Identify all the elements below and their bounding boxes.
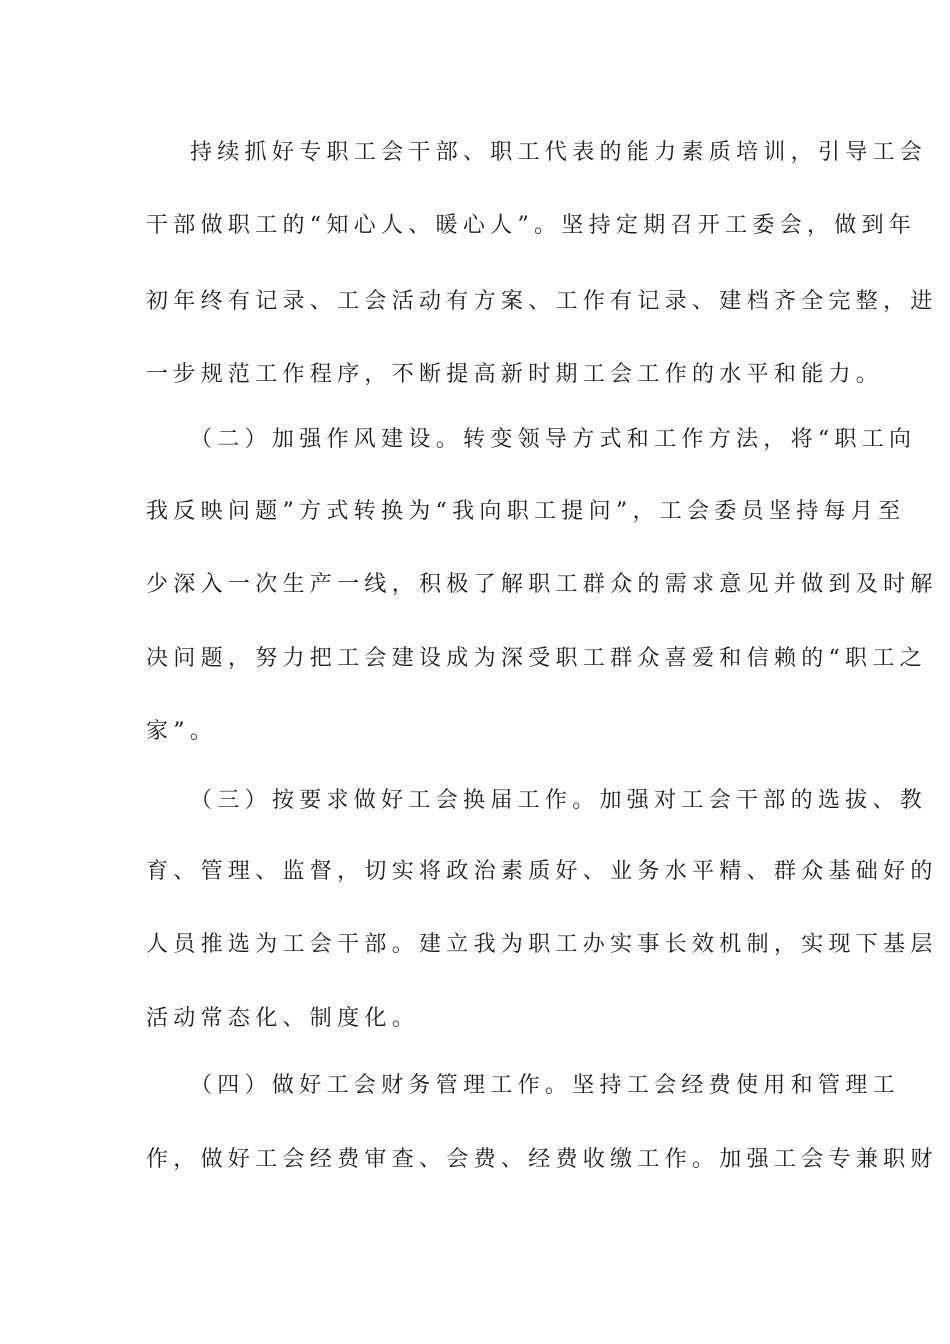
paragraph-line: 少深入一次生产一线，积极了解职工群众的需求意见并做到及时解 (146, 572, 938, 597)
section-heading-line: （三）按要求做好工会换届工作。加强对工会干部的选拔、教 (190, 788, 928, 813)
paragraph-line: 我反映问题”方式转换为“我向职工提问”，工会委员坚持每月至 (146, 499, 906, 524)
paragraph-line: 作，做好工会经费审查、会费、经费收缴工作。加强工会专兼职财 (146, 1147, 938, 1172)
paragraph-line: 家”。 (146, 719, 218, 744)
paragraph-line: 持续抓好专职工会干部、职工代表的能力素质培训，引导工会 (190, 140, 928, 165)
paragraph-line: 初年终有记录、工会活动有方案、工作有记录、建档齐全完整，进 (146, 289, 938, 314)
paragraph-line: 决问题，努力把工会建设成为深受职工群众喜爱和信赖的“职工之 (146, 646, 927, 671)
paragraph-line: 干部做职工的“知心人、暖心人”。坚持定期召开工委会，做到年 (146, 213, 917, 238)
paragraph-line: 育、管理、监督，切实将政治素质好、业务水平精、群众基础好的 (146, 859, 938, 884)
section-heading-line: （二）加强作风建设。转变领导方式和工作方法，将“职工向 (190, 427, 917, 452)
paragraph-line: 活动常态化、制度化。 (146, 1006, 420, 1031)
paragraph-line: 人员推选为工会干部。建立我为职工办实事长效机制，实现下基层 (146, 932, 938, 957)
section-heading-line: （四）做好工会财务管理工作。坚持工会经费使用和管理工 (190, 1073, 900, 1098)
paragraph-line: 一步规范工作程序，不断提高新时期工会工作的水平和能力。 (146, 362, 884, 387)
